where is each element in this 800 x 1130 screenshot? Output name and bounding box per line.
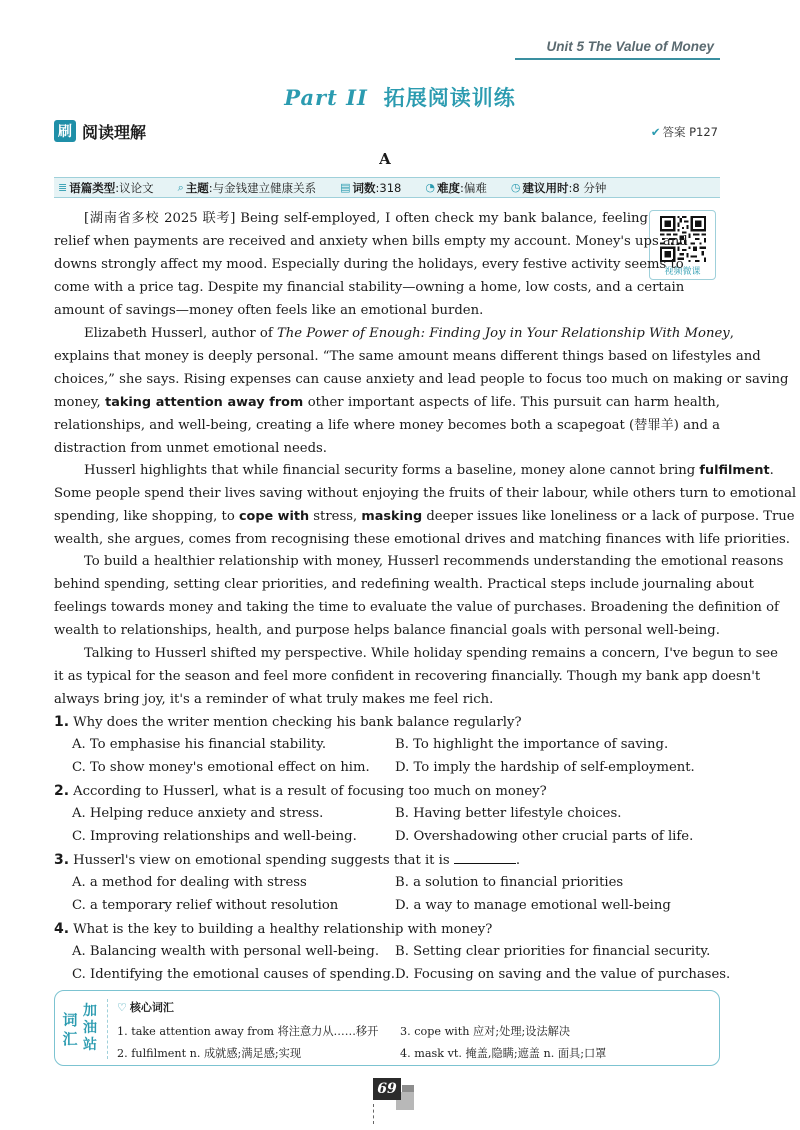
part-title	[0, 82, 800, 112]
info-suggested-time: ◷ 建议用时 :8 分钟	[510, 180, 607, 195]
paragraph-1	[54, 207, 720, 322]
question-1-option-a[interactable]: A. To emphasise his financial stability.	[72, 737, 327, 752]
vocabulary-box	[54, 990, 720, 1066]
key-phrase: cope with	[238, 509, 310, 524]
vocab-item-2: 2. fulfilment n. 成就感;满足感;实现	[117, 1047, 302, 1060]
vocab-item-4: 4. mask vt. 掩盖,隐瞒;遮盖 n. 面具;口罩	[400, 1047, 607, 1060]
passage-letter: A	[379, 150, 391, 168]
paragraph-line: To build a healthier relationship with money, Husserl recommends understanding the emotional reasons	[84, 554, 784, 569]
key-phrase: fulfilment	[699, 463, 770, 478]
question-1-option-c[interactable]: C. To show money's emotional effect on him.	[72, 760, 370, 775]
paragraph-line: behind spending, setting clear priorities, and redefining wealth. Practical steps include journaling about	[54, 577, 754, 592]
search-icon: ⌕	[177, 180, 184, 194]
question-2-option-c[interactable]: C. Improving relationships and well-being.	[72, 829, 357, 844]
book-title: The Power of Enough: Finding Joy in Your Relationship With Money	[276, 326, 730, 341]
question-4-stem: 4. What is the key to building a healthy relationship with money?	[54, 921, 493, 937]
question-3-option-d[interactable]: D. a way to manage emotional well-being	[395, 898, 671, 913]
paragraph-line: it as typical for the season and feel more confident in recovering financially. Though my bank app doesn't	[54, 669, 761, 684]
section-header	[54, 118, 146, 144]
part-label: Part II	[284, 85, 368, 110]
unit-title: Unit 5 The Value of Money	[546, 39, 714, 54]
paragraph-3	[54, 459, 797, 551]
vocab-tab-left: 词汇	[62, 1011, 78, 1048]
question-4-option-b[interactable]: B. Setting clear priorities for financial security.	[395, 944, 711, 959]
header-rule	[515, 58, 720, 60]
paragraph-line: Talking to Husserl shifted my perspective. While holiday spending remains a concern, I've begun to see	[84, 646, 778, 661]
vocab-item-1: 1. take attention away from 将注意力从……移开	[117, 1025, 379, 1038]
paragraph-line: always bring joy, it's a reminder of what truly makes me feel rich.	[54, 692, 494, 707]
paragraph-line: relationships, and well-being, creating a life where money becomes both a scapegoat (替罪羊) and a	[54, 418, 720, 433]
section-title: 阅读理解	[82, 122, 147, 142]
question-3-option-a[interactable]: A. a method for dealing with stress	[72, 875, 307, 890]
part-title-cn: 拓展阅读训练	[383, 85, 516, 110]
page-number: 69	[373, 1078, 401, 1100]
paragraph-2	[54, 322, 789, 460]
paragraph-4	[54, 550, 784, 642]
question-1-stem: 1. Why does the writer mention checking his bank balance regularly?	[54, 714, 522, 730]
paragraph-line: wealth, she argues, comes from recognising these emotional drives and matching finances with life priorities.	[54, 532, 790, 547]
question-4-option-a[interactable]: A. Balancing wealth with personal well-being.	[72, 944, 380, 959]
paragraph-line: Husserl highlights that while financial security forms a baseline, money alone cannot bring fulfilment.	[84, 463, 774, 478]
paragraph-line: amount of savings—money often feels like an emotional burden.	[54, 303, 484, 318]
passage-info-bar	[54, 177, 720, 198]
clock-icon: ◷	[510, 181, 521, 194]
key-phrase: masking	[361, 509, 423, 524]
info-text-type: ≣ 语篇类型 :议论文	[58, 180, 154, 195]
info-topic: ⌕ 主题 :与金钱建立健康关系	[177, 180, 317, 195]
question-2-option-d[interactable]: D. Overshadowing other crucial parts of life.	[395, 829, 694, 844]
vocab-heading: ♡ 核心词汇	[117, 1001, 174, 1014]
gauge-icon: ◔	[425, 181, 435, 194]
answer-blank[interactable]	[454, 852, 516, 864]
paragraph-line: spending, like shopping, to cope with stress, masking deeper issues like loneliness or a lack of purpose. True	[54, 509, 795, 524]
check-icon: ✔	[650, 125, 661, 139]
question-2-stem: 2. According to Husserl, what is a result of focusing too much on money?	[54, 783, 547, 799]
answer-ref-text: 答案 P127	[662, 125, 718, 139]
question-3-option-b[interactable]: B. a solution to financial priorities	[395, 875, 624, 890]
paragraph-line: come with a price tag. Despite my financial stability—owning a home, low costs, and a certain	[54, 280, 685, 295]
question-2-option-a[interactable]: A. Helping reduce anxiety and stress.	[72, 806, 324, 821]
running-header	[515, 38, 720, 60]
question-4-option-d[interactable]: D. Focusing on saving and the value of purchases.	[395, 967, 731, 982]
paragraph-line: money, taking attention away from other important aspects of life. This pursuit can harm health,	[54, 395, 720, 410]
brush-badge-icon: 刷	[54, 120, 76, 142]
info-difficulty: ◔ 难度 :偏难	[425, 180, 487, 195]
question-3-option-c[interactable]: C. a temporary relief without resolution	[72, 898, 339, 913]
paragraph-line: relief when payments are received and anxiety when bills empty my account. Money's ups and	[54, 234, 688, 249]
paragraph-line: Elizabeth Husserl, author of The Power of Enough: Finding Joy in Your Relationship With Money,	[84, 326, 734, 341]
page-tick	[373, 1104, 374, 1124]
heart-icon: ♡	[117, 1001, 127, 1014]
vocab-tab-right: 加油站	[83, 1003, 97, 1053]
question-4-option-c[interactable]: C. Identifying the emotional causes of spending.	[72, 967, 395, 982]
qr-label: 视频微课	[664, 267, 701, 277]
paragraph-line: feelings towards money and taking the time to evaluate the value of purchases. Broadening the definition of	[54, 600, 779, 615]
info-word-count: ▤ 词数 :318	[340, 180, 402, 195]
list-icon: ≣	[58, 181, 68, 194]
paragraph-line: downs strongly affect my mood. Especially during the holidays, every festive activity seems to	[54, 257, 684, 272]
paragraph-line: distraction from unmet emotional needs.	[54, 441, 328, 456]
vocab-divider	[107, 999, 108, 1059]
vocabulary-tab	[55, 999, 107, 1059]
paragraph-line: wealth to relationships, health, and purpose helps balance financial goals with personal well-being.	[54, 623, 720, 638]
answer-reference[interactable]	[651, 124, 718, 140]
key-phrase: taking attention away from	[105, 395, 304, 410]
vocab-item-3: 3. cope with 应对;处理;设法解决	[400, 1025, 571, 1038]
paragraph-5	[54, 642, 778, 711]
question-1-option-d[interactable]: D. To imply the hardship of self-employment.	[395, 760, 695, 775]
paragraph-line: choices,” she says. Rising expenses can cause anxiety and lead people to focus too much on making or saving	[54, 372, 789, 387]
paragraph-line: Some people spend their lives saving without enjoying the fruits of their labour, while others turn to emotional	[54, 486, 797, 501]
book-icon: ▤	[340, 181, 351, 194]
question-1-option-b[interactable]: B. To highlight the importance of saving.	[395, 737, 669, 752]
question-3-stem: 3. Husserl's view on emotional spending suggests that it is .	[54, 852, 521, 868]
paragraph-line: [湖南省多校 2025 联考] Being self-employed, I often check my bank balance, feeling	[84, 211, 648, 226]
question-2-option-b[interactable]: B. Having better lifestyle choices.	[395, 806, 622, 821]
paragraph-line: explains that money is deeply personal. “The same amount means different things based on lifestyles and	[54, 349, 761, 364]
